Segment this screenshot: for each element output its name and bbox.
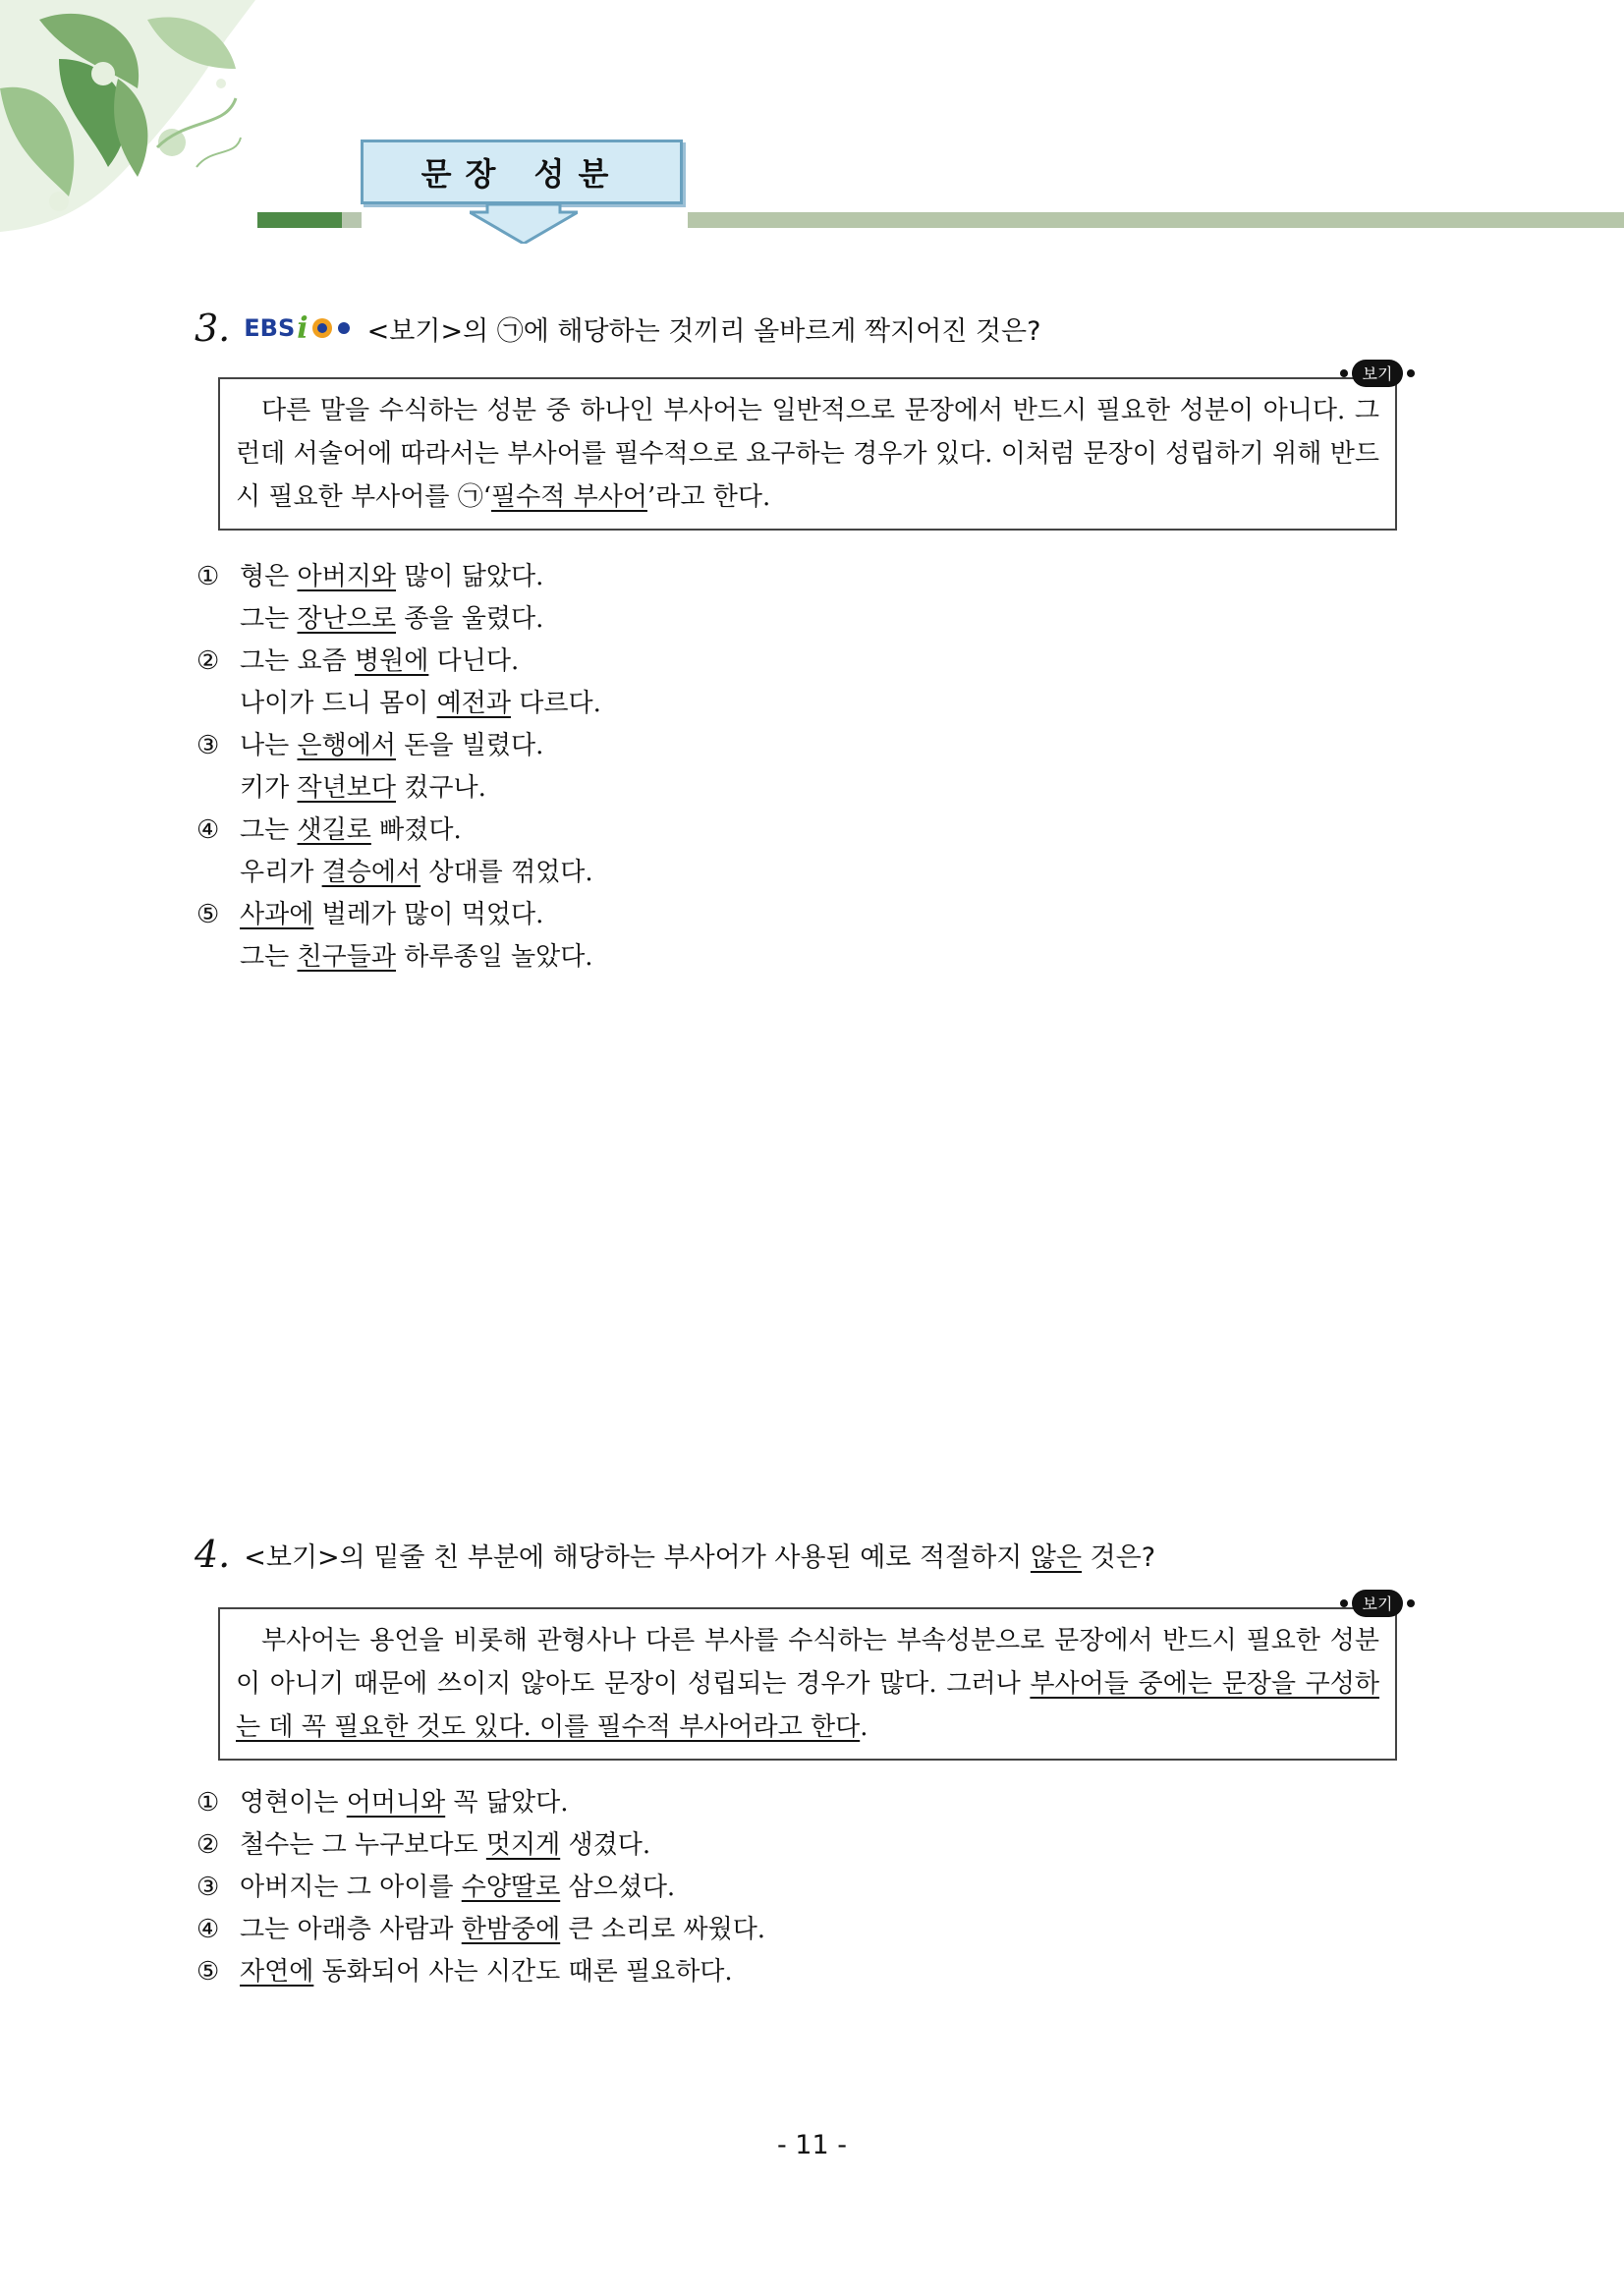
- bogi-box: [218, 1595, 1397, 1761]
- bogi-box: [218, 364, 1397, 531]
- svg-text:보기: 보기: [1362, 1595, 1393, 1613]
- arrow-down-icon: [470, 204, 578, 244]
- question-4-choices: [196, 1782, 765, 1993]
- choice-item-line: 그는 친구들과 하루종일 놀았다.: [240, 942, 593, 972]
- header-bar: [688, 212, 1624, 228]
- choice-item[interactable]: ⑤ 사과에 벌레가 많이 먹었다.: [196, 900, 544, 929]
- choice-item[interactable]: ③ 아버지는 그 아이를 수양딸로 삼으셨다.: [196, 1873, 676, 1902]
- section-title-text: 문장 성분: [420, 155, 623, 193]
- question-text: <보기>의 밑줄 친 부분에 해당하는 부사어가 사용된 예로 적절하지 않은 것은?: [244, 1541, 1156, 1573]
- choice-item-line: 그는 장난으로 종을 울렸다.: [240, 604, 544, 634]
- choice-item[interactable]: ① 영현이는 어머니와 꼭 닮았다.: [196, 1788, 569, 1818]
- choice-item[interactable]: ⑤ 자연에 동화되어 사는 시간도 때론 필요하다.: [196, 1957, 733, 1987]
- leaf-decoration-icon: [0, 0, 255, 236]
- choice-item-line: 우리가 결승에서 상대를 꺾었다.: [240, 858, 593, 887]
- choice-item[interactable]: ③ 나는 은행에서 돈을 빌렸다.: [196, 731, 544, 760]
- header-bar-accent: [257, 212, 342, 228]
- question-3-header: [195, 307, 1040, 350]
- question-number: 4.: [195, 1533, 231, 1576]
- ebs-logo-icon: EBS i: [244, 311, 353, 346]
- svg-text:보기: 보기: [1362, 364, 1393, 383]
- bogi-label-icon: [1338, 352, 1417, 391]
- question-4-header: [195, 1533, 1155, 1576]
- header-bar-accent-light: [342, 212, 362, 228]
- choice-item-line: 나이가 드니 몸이 예전과 다르다.: [240, 689, 601, 718]
- question-3-choices: [196, 556, 601, 979]
- section-title: [361, 140, 683, 204]
- choice-item[interactable]: ① 형은 아버지와 많이 닮았다.: [196, 562, 544, 591]
- choice-item[interactable]: ② 철수는 그 누구보다도 멋지게 생겼다.: [196, 1830, 651, 1860]
- choice-item[interactable]: ④ 그는 샛길로 빠졌다.: [196, 815, 462, 845]
- choice-item[interactable]: ④ 그는 아래층 사람과 한밤중에 큰 소리로 싸웠다.: [196, 1915, 766, 1944]
- page-number: - 11 -: [776, 2130, 847, 2160]
- choice-item-line: 키가 작년보다 컸구나.: [240, 773, 486, 803]
- bogi-text: 다른 말을 수식하는 성분 중 하나인 부사어는 일반적으로 문장에서 반드시 필요한 성분이 아니다. 그런데 서술어에 따라서는 부사어를 필수적으로 요구하는 경우가 있다. 이처럼 문장이 성립하기 위해 반드시 필요한 부사어를 ㉠‘필수적 부사어’라고 한다.: [236, 396, 1379, 512]
- bogi-text: 부사어는 용언을 비롯해 관형사나 다른 부사를 수식하는 부속성분으로 문장에서 반드시 필요한 성분이 아니기 때문에 쓰이지 않아도 문장이 성립되는 경우가 많다. 그러나 부사어들 중에는 문장을 구성하는 데 꼭 필요한 것도 있다. 이를 필수적 부사어라고 한다.: [236, 1626, 1379, 1742]
- question-number: 3.: [195, 307, 231, 350]
- bogi-label-icon: [1338, 1582, 1417, 1621]
- question-text: <보기>의 ㉠에 해당하는 것끼리 올바르게 짝지어진 것은?: [366, 315, 1041, 347]
- choice-item[interactable]: ② 그는 요즘 병원에 다닌다.: [196, 646, 520, 676]
